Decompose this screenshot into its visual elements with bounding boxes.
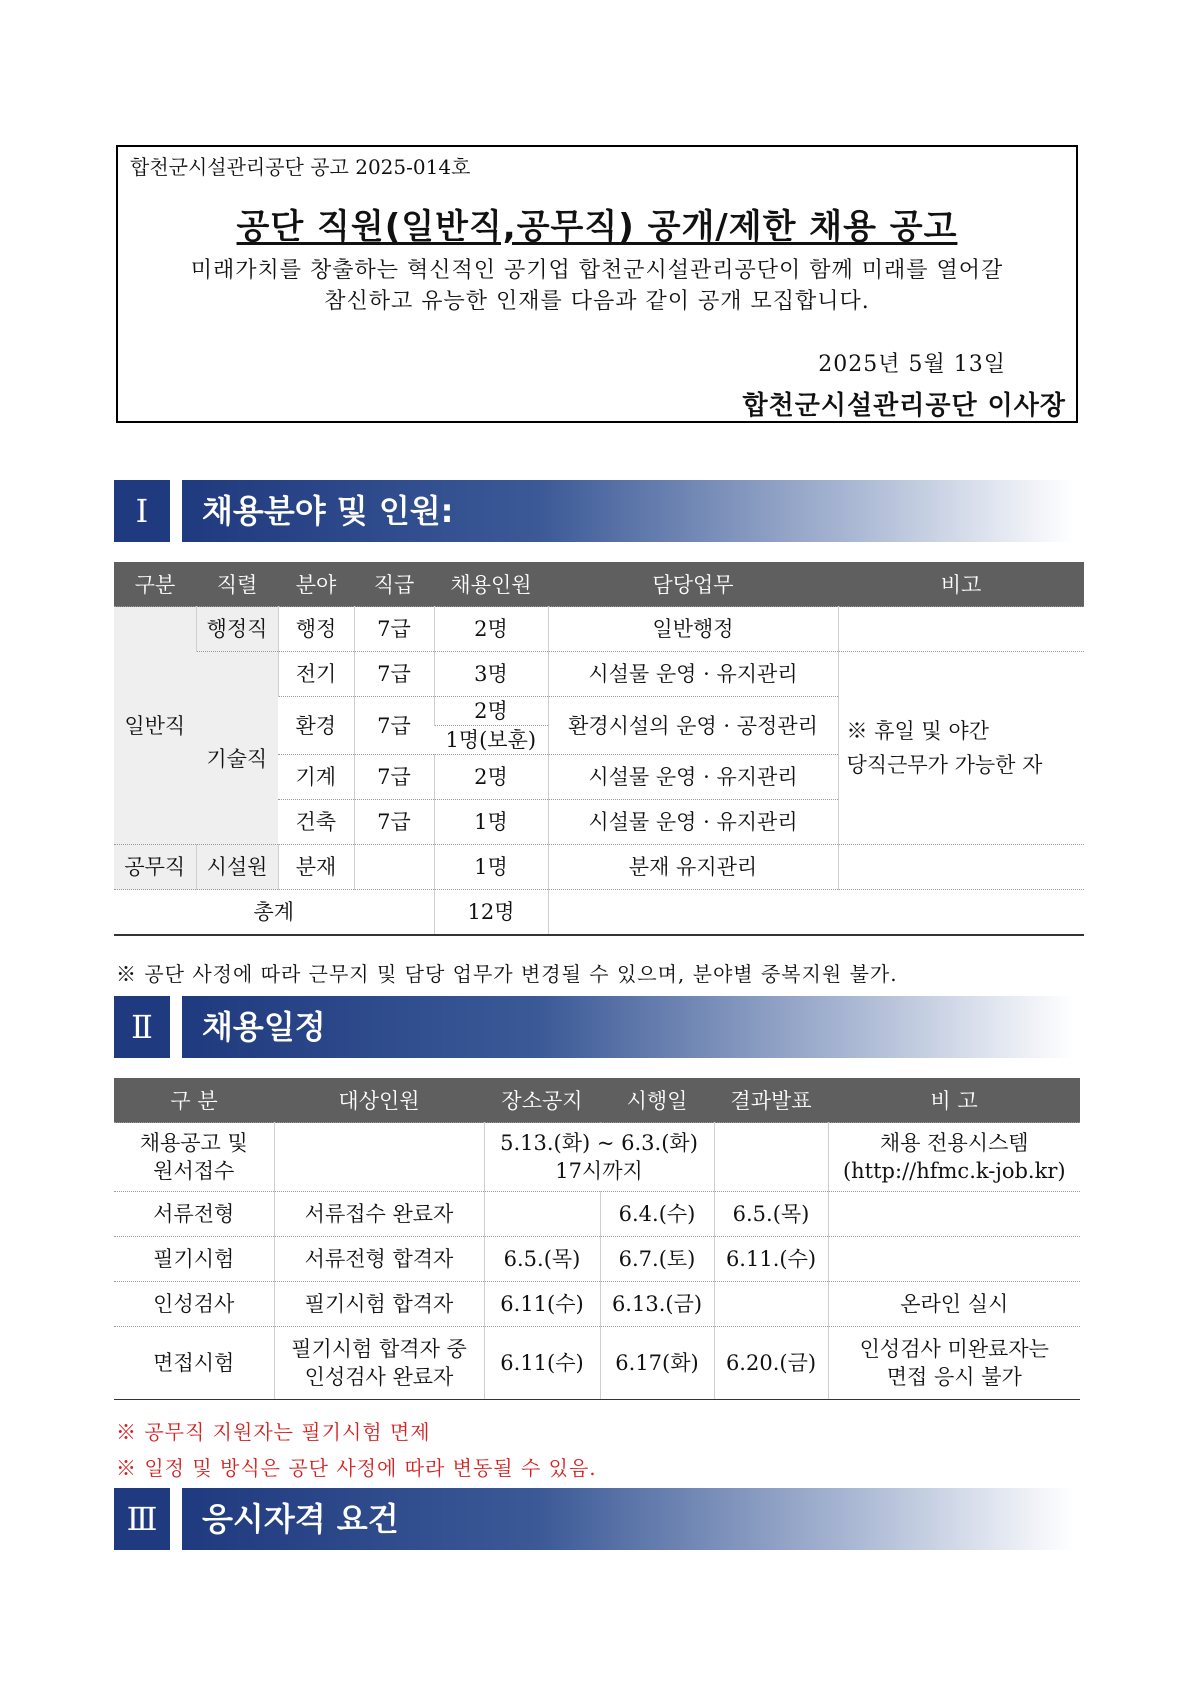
note-line: 당직근무가 가능한 자 — [846, 753, 1043, 777]
category-cell: 공무직 — [114, 845, 196, 890]
series-cell: 시설원 — [196, 845, 278, 890]
category-cell: 일반직 — [114, 607, 196, 845]
section-1-note: ※ 공단 사정에 따라 근무지 및 담당 업무가 변경될 수 있으며, 분야별 중복지원 불가. — [116, 962, 898, 986]
stage-cell: 인성검사 — [114, 1282, 274, 1327]
note-line: ※ 휴일 및 야간 — [846, 719, 989, 743]
section-number: Ⅰ — [114, 480, 170, 542]
note-line: 채용 전용시스템 — [879, 1131, 1029, 1155]
section-title: 응시자격 요건 — [202, 1500, 399, 1538]
stage-cell — [114, 1123, 274, 1192]
note-cell: 온라인 실시 — [828, 1282, 1080, 1327]
stage-cell: 필기시험 — [114, 1237, 274, 1282]
count-cell: 2명 — [434, 755, 548, 800]
note-cell — [828, 1123, 1080, 1192]
target-line: 인성검사 완료자 — [304, 1365, 454, 1389]
stage-line: 원서접수 — [153, 1159, 235, 1183]
grade-cell: 7급 — [354, 800, 434, 845]
field-cell: 환경 — [278, 697, 354, 755]
positions-table — [114, 562, 1084, 936]
schedule-table — [114, 1078, 1080, 1400]
note-cell — [838, 845, 1084, 890]
header-cell: 채용인원 — [434, 562, 548, 607]
section-3-header — [114, 1488, 1074, 1550]
result-cell: 6.11.(수) — [714, 1237, 828, 1282]
section-title-bar — [182, 1488, 1074, 1550]
total-empty — [548, 890, 1084, 936]
table-row — [114, 1282, 1080, 1327]
result-cell: 6.5.(목) — [714, 1192, 828, 1237]
header-cell: 장소공지 — [484, 1078, 600, 1123]
section-2-note: ※ 일정 및 방식은 공단 사정에 따라 변동될 수 있음. — [116, 1456, 597, 1480]
table-row — [114, 652, 1084, 697]
note-line: (http://hfmc.k-job.kr) — [842, 1159, 1066, 1183]
stage-line: 채용공고 및 — [139, 1131, 248, 1155]
section-2-header — [114, 996, 1074, 1058]
duty-cell: 일반행정 — [548, 607, 838, 652]
grade-cell: 7급 — [354, 755, 434, 800]
total-count: 12명 — [434, 890, 548, 936]
field-cell: 건축 — [278, 800, 354, 845]
note-cell — [838, 652, 1084, 845]
notice-intro — [118, 255, 1076, 317]
result-cell — [714, 1282, 828, 1327]
target-cell: 서류접수 완료자 — [274, 1192, 484, 1237]
header-cell: 비고 — [838, 562, 1084, 607]
exam-cell: 6.7.(토) — [600, 1237, 714, 1282]
exam-cell: 6.13.(금) — [600, 1282, 714, 1327]
total-label: 총계 — [114, 890, 434, 936]
duty-cell: 환경시설의 운영 · 공정관리 — [548, 697, 838, 755]
grade-cell: 7급 — [354, 697, 434, 755]
target-cell: 서류전형 합격자 — [274, 1237, 484, 1282]
note-cell — [828, 1327, 1080, 1400]
table-row — [114, 607, 1084, 652]
section-number: Ⅱ — [114, 996, 170, 1058]
grade-cell: 7급 — [354, 607, 434, 652]
section-title: 채용분야 및 인원: — [202, 492, 454, 530]
result-cell: 6.20.(금) — [714, 1327, 828, 1400]
header-cell: 시행일 — [600, 1078, 714, 1123]
exam-cell: 6.4.(수) — [600, 1192, 714, 1237]
note-line: 인성검사 미완료자는 — [859, 1337, 1049, 1361]
header-cell: 구 분 — [114, 1078, 274, 1123]
note-cell — [828, 1192, 1080, 1237]
field-cell: 행정 — [278, 607, 354, 652]
table-header-row — [114, 1078, 1080, 1123]
stage-cell: 면접시험 — [114, 1327, 274, 1400]
header-cell: 직급 — [354, 562, 434, 607]
header-cell: 담당업무 — [548, 562, 838, 607]
header-cell: 비 고 — [828, 1078, 1080, 1123]
section-title-bar — [182, 996, 1074, 1058]
duty-cell: 분재 유지관리 — [548, 845, 838, 890]
count-cell: 3명 — [434, 652, 548, 697]
notice-intro-line: 미래가치를 창출하는 혁신적인 공기업 합천군시설관리공단이 함께 미래를 열어갈 — [190, 258, 1004, 283]
series-cell: 기술직 — [196, 652, 278, 845]
table-row — [114, 1123, 1080, 1192]
duty-cell: 시설물 운영 · 유지관리 — [548, 800, 838, 845]
period-line: 17시까지 — [555, 1159, 643, 1183]
header-cell: 대상인원 — [274, 1078, 484, 1123]
notice-date: 2025년 5월 13일 — [818, 352, 1006, 377]
period-line: 5.13.(화) ~ 6.3.(화) — [500, 1131, 698, 1155]
table-total-row — [114, 890, 1084, 936]
notice-intro-line: 참신하고 유능한 인재를 다음과 같이 공개 모집합니다. — [324, 289, 870, 314]
table-row — [114, 845, 1084, 890]
section-number: Ⅲ — [114, 1488, 170, 1550]
table-row — [114, 1327, 1080, 1400]
table-row — [114, 1192, 1080, 1237]
duty-cell: 시설물 운영 · 유지관리 — [548, 652, 838, 697]
target-line: 필기시험 합격자 중 — [291, 1337, 467, 1361]
notice-number: 합천군시설관리공단 공고 2025-014호 — [130, 155, 471, 179]
target-cell — [274, 1123, 484, 1192]
duty-cell: 시설물 운영 · 유지관리 — [548, 755, 838, 800]
period-cell — [484, 1123, 714, 1192]
note-line: 면접 응시 불가 — [886, 1365, 1022, 1389]
section-1-header — [114, 480, 1074, 542]
table-header-row — [114, 562, 1084, 607]
count-cell: 1명 — [434, 800, 548, 845]
note-cell — [828, 1237, 1080, 1282]
result-cell — [714, 1123, 828, 1192]
target-cell: 필기시험 합격자 — [274, 1282, 484, 1327]
notice-title: 공단 직원(일반직,공무직) 공개/제한 채용 공고 — [236, 207, 958, 247]
notice-box — [116, 145, 1078, 423]
header-cell: 직렬 — [196, 562, 278, 607]
exam-cell: 6.17(화) — [600, 1327, 714, 1400]
notice-cell: 6.5.(목) — [484, 1237, 600, 1282]
section-2-note: ※ 공무직 지원자는 필기시험 면제 — [116, 1420, 431, 1444]
count-cell: 1명 — [434, 845, 548, 890]
count-cell: 2명 — [434, 697, 548, 726]
notice-cell — [484, 1192, 600, 1237]
field-cell: 전기 — [278, 652, 354, 697]
field-cell: 분재 — [278, 845, 354, 890]
section-title: 채용일정 — [202, 1008, 326, 1046]
series-cell: 행정직 — [196, 607, 278, 652]
header-cell: 분야 — [278, 562, 354, 607]
notice-cell: 6.11(수) — [484, 1282, 600, 1327]
header-cell: 구분 — [114, 562, 196, 607]
section-title-bar — [182, 480, 1074, 542]
notice-issuer: 합천군시설관리공단 이사장 — [742, 391, 1066, 421]
count-cell: 1명(보훈) — [434, 726, 548, 755]
table-row — [114, 1237, 1080, 1282]
stage-cell: 서류전형 — [114, 1192, 274, 1237]
grade-cell: 7급 — [354, 652, 434, 697]
header-cell: 결과발표 — [714, 1078, 828, 1123]
grade-cell — [354, 845, 434, 890]
notice-cell: 6.11(수) — [484, 1327, 600, 1400]
field-cell: 기계 — [278, 755, 354, 800]
count-cell: 2명 — [434, 607, 548, 652]
note-cell — [838, 607, 1084, 652]
target-cell — [274, 1327, 484, 1400]
